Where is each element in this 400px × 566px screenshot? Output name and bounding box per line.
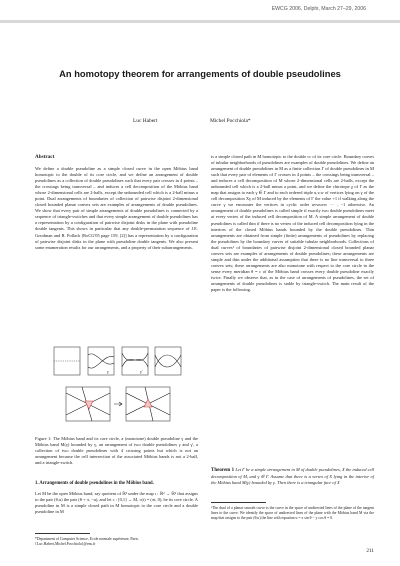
right-column-body: is a simple closed path in M homotopic to the double cc of its core circle. Boundary curves of tubular neighborhoods of pseudolines are examples of double pseudolines. We define an arrangement of double pseudolines in M as a finite collection Γ of double pseudolines in M such that every pair of elements of Γ crosses in 4 points – the crossings being transversal – and induces a cell decomposition of M whose 2-dimensional cells are 2-balls, except the unbounded cell which is a 2-ball minus a point, and we define the chirotope χ of Γ as the map that assigns to each γ ∈ Γ and to each ordered triple u,v,w of vertices lying on γ of the cell decomposition Xγ of M induced by the elements of Γ the value +1 if walking along the curve γ we encounter the vertices in cyclic order uvwuvw ··· , −1 otherwise. An arrangement of double pseudolines is called simple if exactly two double pseudolines meet at every vertex of the induced cell decomposition of M. A simple arrangement of double pseudolines is called thin if there is no vertex of the induced cell decomposition lying in the interiors of the closed Möbius bands bounded by the double pseudolines. Thin arrangements are obtained from simple (finite) arrangements of pseudolines by replacing the pseudolines by the boundary curves of suitable tubular neighborhoods. Collections of dual curves¹ of boundaries of pairwise disjoint 2-dimensional closed bounded planar convex sets are examples of arrangements of double pseudolines; these arrangements are simple and thin under the additional assumption that there is no line transversal to three convex sets; these arrangements are also monotone with respect to the core circle in the sense every meridian θ = c of the Möbius band crosses every double pseudoline exactly twice. Finally we observe that, as in the case of arrangements of pseudolines, the set of arrangements of double pseudolines is stable by triangle-switch. The main result of the paper is the following. xyxy=(211,154,374,293)
theorem-1 xyxy=(211,467,374,486)
triangle-face-after xyxy=(144,399,152,407)
footnote-rule-right xyxy=(211,502,266,503)
double-pseudoline-panel xyxy=(88,347,114,375)
figure-label-gamma: γ xyxy=(107,369,109,374)
figure-1 xyxy=(52,341,182,427)
figure-label-gamma-prime: γ' xyxy=(140,369,143,374)
page-number: 211 xyxy=(366,548,374,554)
abstract-heading: Abstract xyxy=(35,154,55,160)
running-header: EWCG 2006, Delphi, March 27–29, 2006 xyxy=(271,6,366,12)
footnote-rule-left xyxy=(35,533,90,534)
switch-arrow xyxy=(114,402,122,406)
section-heading: 1. Arrangements of double pseudolines in the Möbius band. xyxy=(35,481,154,486)
footnote-affiliation: *Department of Computer Science, Ecole normale supérieure, Paris. {Luc.Habert,Michel.Pocchiola}@ens.fr xyxy=(35,537,139,546)
author-2: Michel Pocchiola* xyxy=(210,118,251,124)
arrangement-curves xyxy=(122,353,148,367)
double-pseudoline-curve xyxy=(88,354,114,368)
footnote-dual-curve: ¹The dual of a planar smooth curve is the curve in the space of undirected lines of the plane of the tangent lines to the curve. We identify the space of undirected lines of the plane with the Möbius band M via the map that assigns to the pair (θ,u) the line with equation u = x sin θ − y cos θ = 0. xyxy=(211,506,374,520)
figure-caption: Figure 1: The Möbius band and its core circle, a (monotone) double pseudoline γ and the Möbius band M(γ) bounded by γ, an arrangement of two double pseudolines γ and γ', a collection of two double pseudolines with 4 crossing points but which is not an arrangement because the cell intersection of the associated Möbius bands is not a 2-ball, and a triangle-switch. xyxy=(35,436,198,466)
abstract-body: We define a double pseudoline as a simple closed curve in the open Möbius band homotopic to the double of its core circle, and we define an arrangement of double pseudolines as a collection of double pseudolines such that every pair crosses in 4 points – the crossings being transversal – and induces a cell decomposition of the Möbius band whose 2-dimensional cells are 2-balls, except the unbounded cell which is a 2-ball minus a point. Dual arrangements of boundaries of collection of pairwise disjoint 2-dimensional closed bounded planar convex sets are examples of arrangements of double pseudolines. We show that every pair of simple arrangements of double pseudolines is connected by a sequence of triangle-switches and that every simple arrangement of double pseudolines has a representation by a configuration of pairwise disjoint disks in the plane with pseudoline double tangents. This shows in particular that any double-permutation sequence of J.E. Goodman and R. Pollack [RoCG'05 page 159, [2]] has a representation by a configuration of pairwise disjoint disks in the plane with pseudoline double tangents. We also present some enumeration results for our arrangements, and a property of their subarrangements. xyxy=(35,166,198,250)
section-body: Let M be the open Möbius band, say quotient of ℝ² under the map ι : ℝ² → ℝ² that assigns to the pair (θ,u) the pair (θ + π, −u), and let c : [0,1] → M, c(t) = (πt, 0), be its core circle. A pseudoline in M is a simple closed path in M homotopic to the core circle and a double pseudoline in M xyxy=(35,491,198,515)
theorem-label: Theorem 1 xyxy=(211,468,235,473)
paper-title: An homotopy theorem for arrangements of double pseudolines xyxy=(59,68,341,79)
theorem-text: Let Γ be a simple arrangement in M of double pseudolines, X the induced cell decomposition of M, and γ ∈ Γ. Assume that there is a vertex of X lying in the interior of the Möbius band M(γ) bounded by γ. Then there is a triangular face of X xyxy=(211,467,375,486)
author-1: Luc Habert xyxy=(133,118,158,124)
header-rule xyxy=(0,20,400,23)
